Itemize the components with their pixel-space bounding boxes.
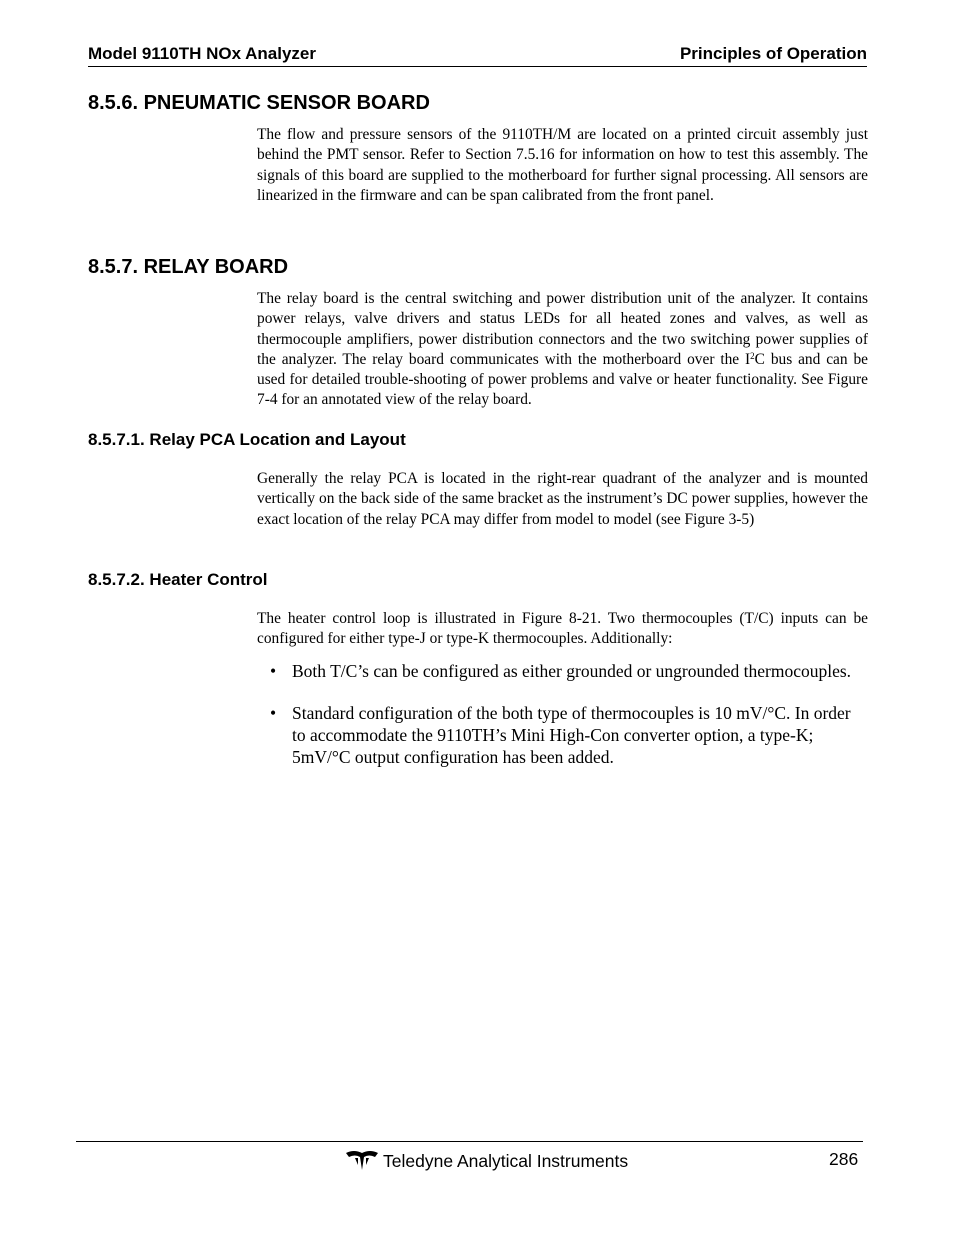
paragraph-relay-board <box>257 289 868 411</box>
bullet-icon: • <box>270 661 277 681</box>
heading-relay-board: 8.5.7. RELAY BOARD <box>88 256 289 278</box>
paragraph-relay-pca-location: Generally the relay PCA is located in the right-rear quadrant of the analyzer and is mounted vertically on the back side of the same bracket as the instrument’s DC power supplies, however the exact location of the relay PCA may differ from model to model (see Figure 3-5) <box>257 470 868 528</box>
bullet-text: Both T/C’s can be configured as either grounded or ungrounded thermocouples. <box>292 661 852 681</box>
list-item <box>270 660 855 682</box>
page-header <box>88 44 867 67</box>
relay-board-text-a: The relay board is the central switching and power distribution unit of the analyzer. It contains power relays, valve drivers and status LEDs for all heated zones and valves, as well as thermocouple amplifiers, power distribution connectors and the two switching power supplies of the analyzer. The relay board communicates with the motherboard over the I <box>257 290 868 368</box>
teledyne-logo-icon <box>345 1149 379 1176</box>
footer-brand <box>345 1149 628 1176</box>
footer-company-name: Teledyne Analytical Instruments <box>383 1151 629 1172</box>
footer-divider <box>76 1141 863 1142</box>
paragraph-pneumatic-sensor-board: The flow and pressure sensors of the 9110TH/M are located on a printed circuit assembly just behind the PMT sensor. Refer to Section 7.5.16 for information on how to test this assembly. The signals of this board are supplied to the motherboard for further signal processing. All sensors are linearized in the firmware and can be span calibrated from the front panel. <box>257 126 868 204</box>
heater-control-bullet-list <box>270 660 855 788</box>
bullet-text: Standard configuration of the both type of thermocouples is 10 mV/°C. In order to accommodate the 9110TH’s Mini High-Con converter option, a type-K; 5mV/°C output configuration has been added. <box>292 703 851 767</box>
heading-heater-control: 8.5.7.2. Heater Control <box>88 570 268 589</box>
header-chapter-title: Principles of Operation <box>679 44 867 63</box>
heading-pneumatic-sensor-board: 8.5.6. PNEUMATIC SENSOR BOARD <box>88 92 430 114</box>
page-number: 286 <box>829 1149 859 1169</box>
list-item <box>270 702 855 768</box>
heading-relay-pca-location: 8.5.7.1. Relay PCA Location and Layout <box>88 430 406 449</box>
header-model-title: Model 9110TH NOx Analyzer <box>88 44 317 63</box>
superscript-2: 2 <box>750 350 755 361</box>
paragraph-heater-control: The heater control loop is illustrated in Figure 8-21. Two thermocouples (T/C) inputs can be configured for either type-J or type-K thermocouples. Additionally: <box>257 610 868 648</box>
bullet-icon: • <box>270 703 277 723</box>
relay-board-text-b: C bus and can be used for detailed trouble-shooting of power problems and valve or heater functionality. See Figure 7-4 for an annotated view of the relay board. <box>257 350 868 409</box>
